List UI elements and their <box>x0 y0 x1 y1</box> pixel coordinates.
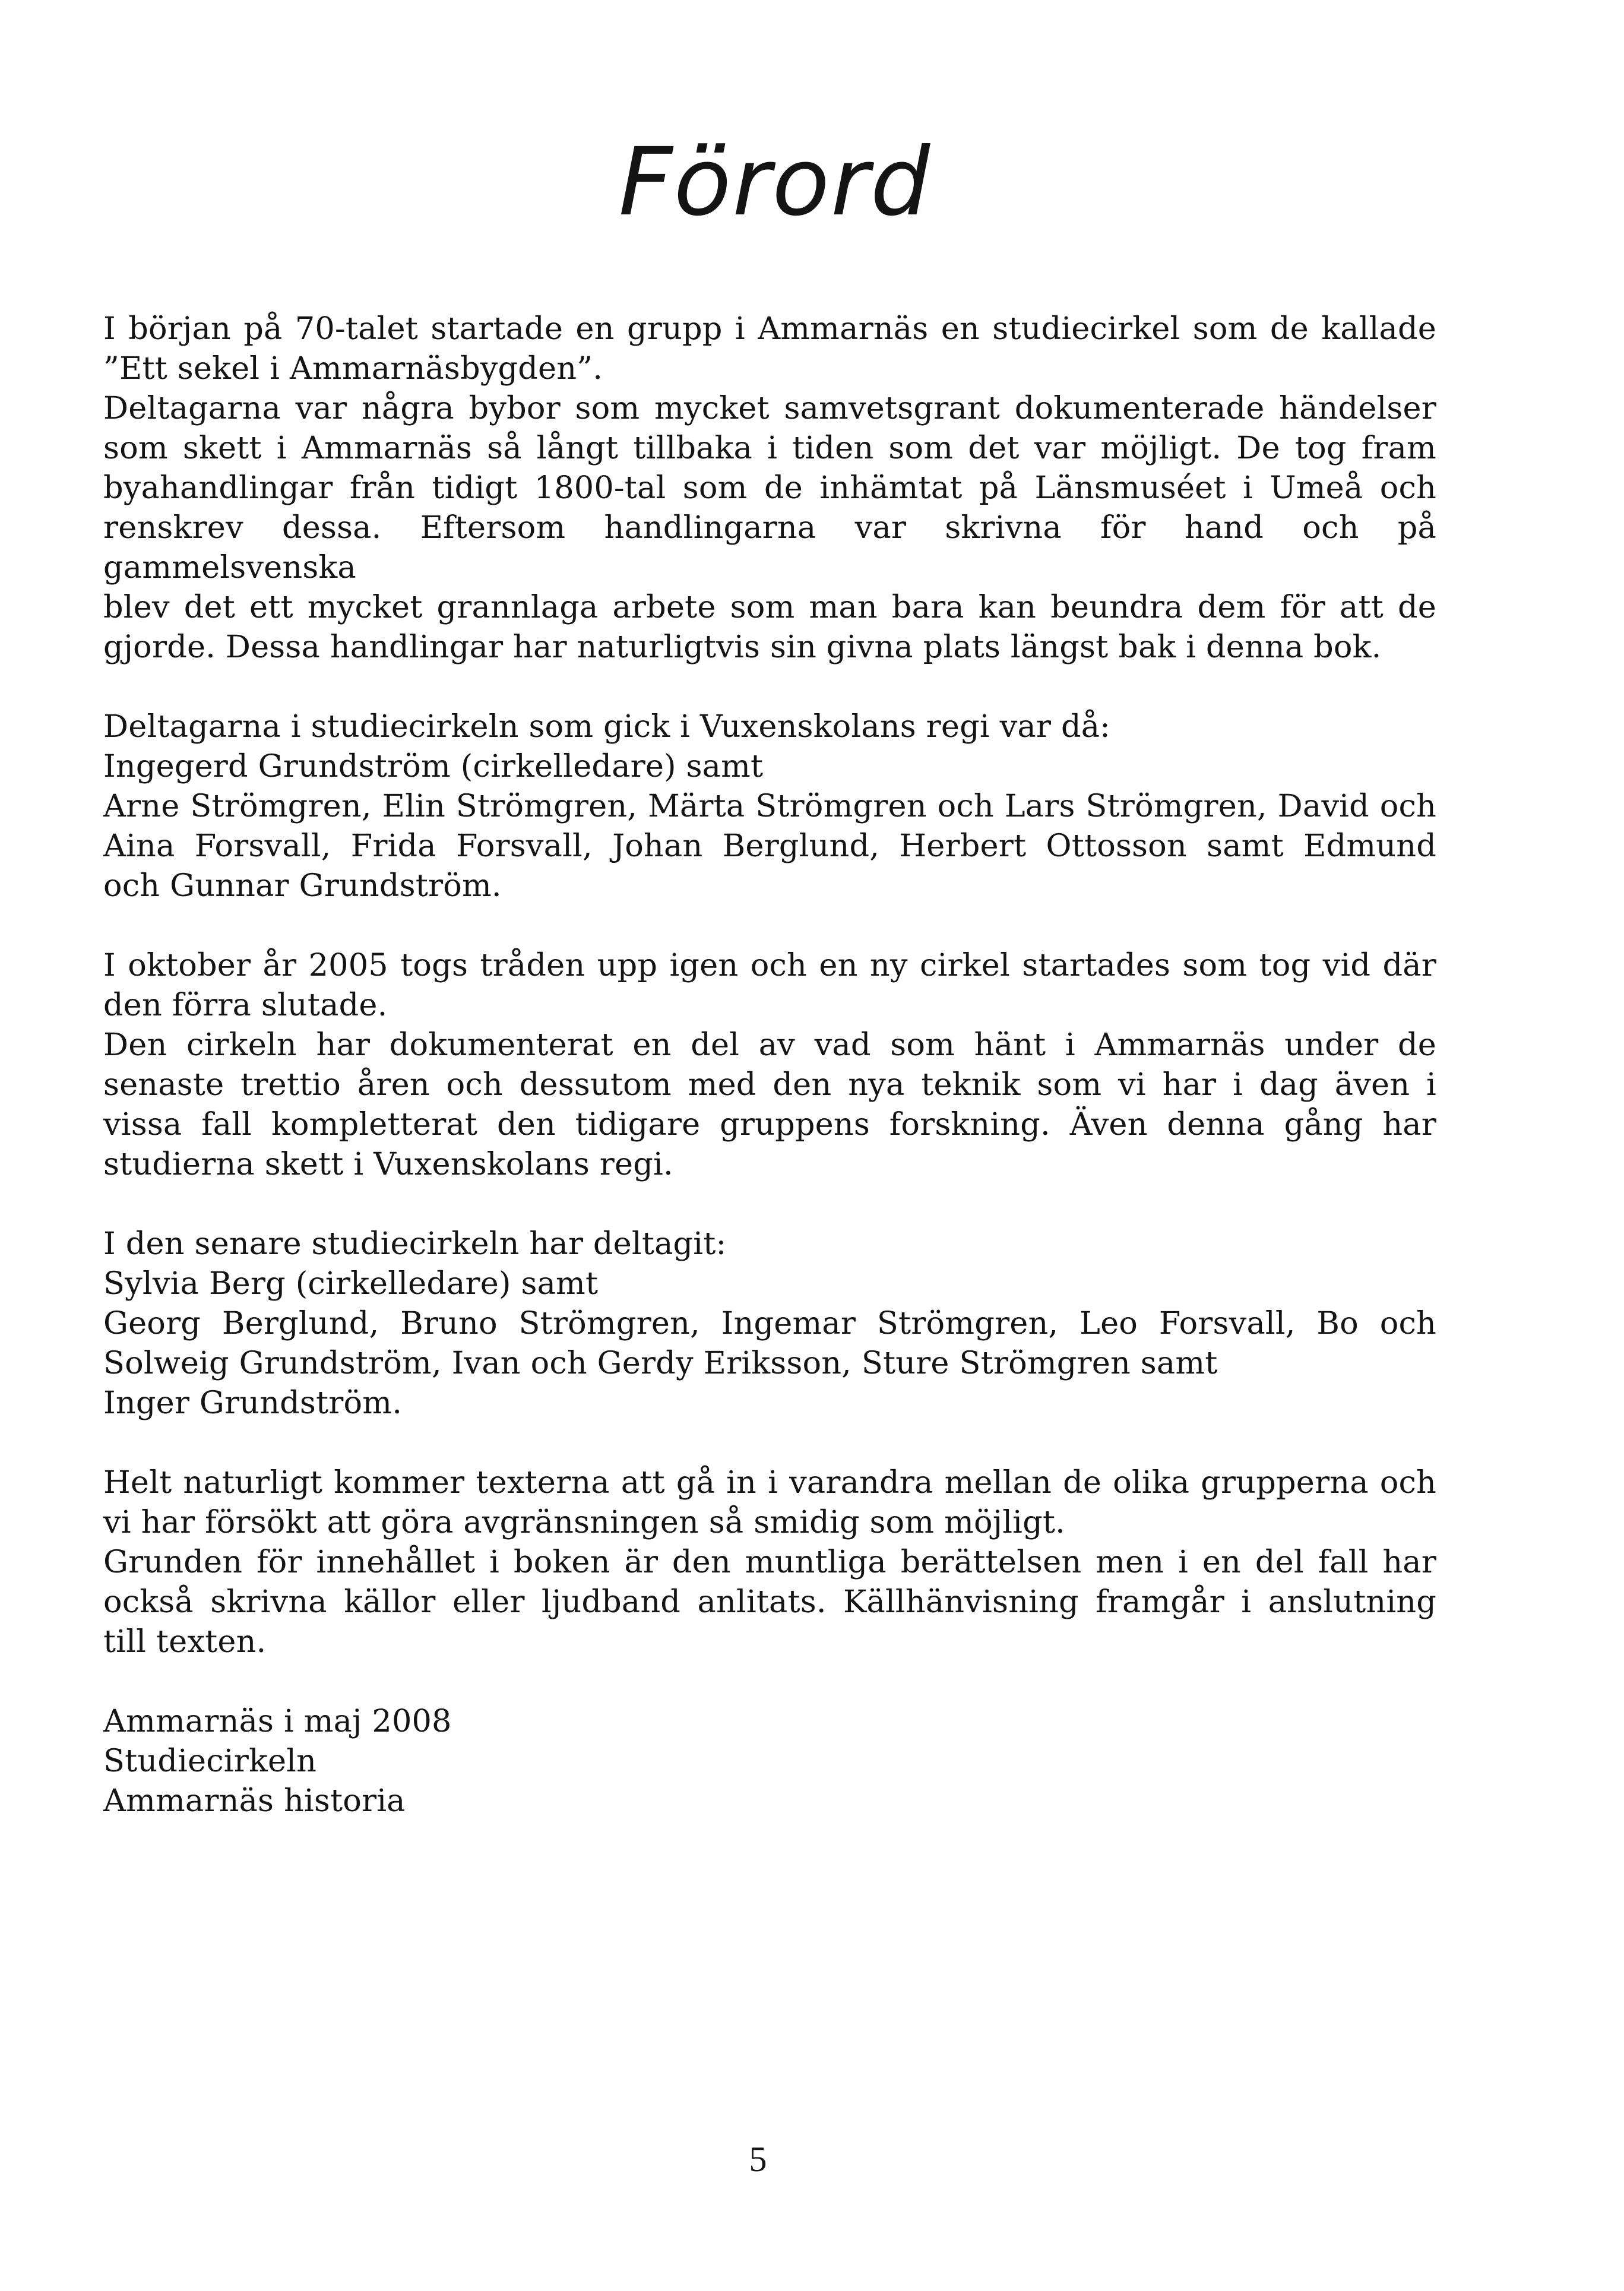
text-line: Deltagarna i studiecirkeln som gick i Vuxenskolans regi var då: <box>103 708 1111 745</box>
text-line: studierna skett i Vuxenskolans regi. <box>103 1146 673 1182</box>
paragraph-overlap <box>103 1463 1436 1542</box>
text-line: också skrivna källor eller ljudband anlitats. Källhänvisning framgår i anslutning <box>103 1584 1436 1620</box>
text-line: byahandlingar från tidigt 1800-tal som de inhämtat på Länsmuséet i Umeå och <box>103 470 1436 506</box>
text-line: Helt naturligt kommer texterna att gå in i varandra mellan de olika grupperna och <box>103 1464 1436 1501</box>
text-line: Aina Forsvall, Frida Forsvall, Johan Berglund, Herbert Ottosson samt Edmund <box>103 828 1436 864</box>
paragraph-new-circle <box>103 945 1436 1025</box>
signature-block <box>103 1701 1436 1821</box>
signature-place-date: Ammarnäs i maj 2008 <box>103 1703 452 1739</box>
page-number: 5 <box>749 2140 767 2179</box>
text-line: till texten. <box>103 1624 267 1660</box>
text-line: gjorde. Dessa handlingar har naturligtvis sin givna plats längst bak i denna bok. <box>103 629 1382 665</box>
paragraph-new-circle-work <box>103 1025 1436 1184</box>
text-line: Arne Strömgren, Elin Strömgren, Märta Strömgren och Lars Strömgren, David och <box>103 788 1436 824</box>
text-line: Inger Grundström. <box>103 1385 403 1421</box>
text-line: som skett i Ammarnäs så långt tillbaka i tiden som det var möjligt. De tog fram <box>103 430 1436 466</box>
text-line: Solweig Grundström, Ivan och Gerdy Eriksson, Sture Strömgren samt <box>103 1345 1218 1381</box>
text-line: Sylvia Berg (cirkelledare) samt <box>103 1265 599 1302</box>
text-line: I början på 70-talet startade en grupp i Ammarnäs en studiecirkel som de kallade <box>103 311 1436 347</box>
text-line: Den cirkeln har dokumenterat en del av vad som hänt i Ammarnäs under de <box>103 1027 1436 1063</box>
paragraph-second-group <box>103 1224 1436 1423</box>
paragraph-participants-work <box>103 388 1436 667</box>
paragraph-intro <box>103 309 1436 388</box>
signature-author: Studiecirkeln <box>103 1743 317 1779</box>
text-line: I oktober år 2005 togs tråden upp igen och en ny cirkel startades som tog vid där <box>103 947 1436 983</box>
document-body <box>103 309 1436 1821</box>
text-line: senaste trettio åren och dessutom med den nya teknik som vi har i dag även i <box>103 1067 1436 1103</box>
paragraph-sources <box>103 1542 1436 1662</box>
text-line: Deltagarna var några bybor som mycket samvetsgrant dokumenterade händelser <box>103 390 1436 426</box>
text-line: renskrev dessa. Eftersom handlingarna var skrivna för hand och på gammelsvenska <box>103 510 1436 586</box>
text-line: Grunden för innehållet i boken är den muntliga berättelsen men i en del fall har <box>103 1544 1436 1580</box>
text-line: Ingegerd Grundström (cirkelledare) samt <box>103 748 764 784</box>
page-title: Förord <box>618 128 932 237</box>
text-line: vissa fall kompletterat den tidigare gruppens forskning. Även denna gång har <box>103 1106 1436 1143</box>
text-line: Georg Berglund, Bruno Strömgren, Ingemar Strömgren, Leo Forsvall, Bo och <box>103 1305 1436 1341</box>
paragraph-first-group <box>103 707 1436 906</box>
text-line: ”Ett sekel i Ammarnäsbygden”. <box>103 350 603 387</box>
text-line: vi har försökt att göra avgränsningen så smidig som möjligt. <box>103 1504 1065 1540</box>
text-line: och Gunnar Grundström. <box>103 868 502 904</box>
signature-author-name: Ammarnäs historia <box>103 1783 406 1819</box>
text-line: den förra slutade. <box>103 987 388 1023</box>
text-line: I den senare studiecirkeln har deltagit: <box>103 1226 727 1262</box>
text-line: blev det ett mycket grannlaga arbete som man bara kan beundra dem för att de <box>103 589 1436 625</box>
